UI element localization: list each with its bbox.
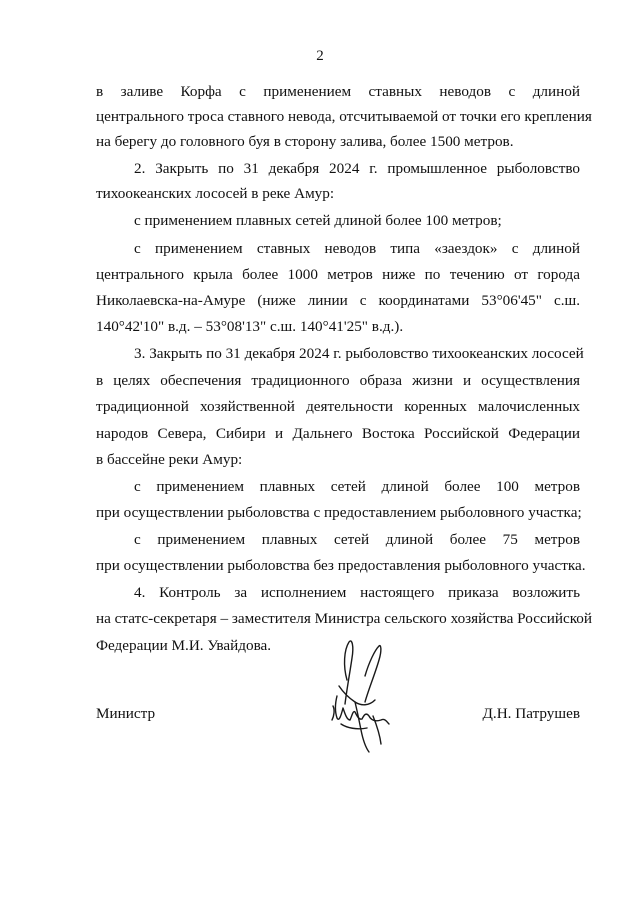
text-line: Николаевска-на-Амуре (ниже линии с координатами 53°06'45" с.ш. <box>96 292 580 309</box>
text-line: 4. Контроль за исполнением настоящего приказа возложить <box>134 584 580 601</box>
text-line: народов Севера, Сибири и Дальнего Востока Российской Федерации <box>96 425 580 442</box>
text-line: в заливе Корфа с применением ставных неводов с длиной <box>96 83 580 100</box>
text-line: с применением плавных сетей длиной более 75 метров <box>134 531 580 548</box>
text-line: при осуществлении рыболовства без предоставления рыболовного участка. <box>96 557 586 574</box>
text-line: в бассейне реки Амур: <box>96 451 243 468</box>
text-line: с применением плавных сетей длиной более 100 метров; <box>134 212 502 229</box>
text-line: Федерации М.И. Увайдова. <box>96 637 272 654</box>
text-line: с применением плавных сетей длиной более 100 метров <box>134 478 580 495</box>
handwritten-signature <box>325 636 397 756</box>
text-line: на берегу до головного буя в сторону залива, более 1500 метров. <box>96 133 514 150</box>
text-line: при осуществлении рыболовства с предоставлением рыболовного участка; <box>96 504 582 521</box>
text-line: тихоокеанских лососей в реке Амур: <box>96 185 335 202</box>
text-line: в целях обеспечения традиционного образа жизни и осуществления <box>96 372 580 389</box>
text-line: центрального троса ставного невода, отсчитываемой от точки его крепления <box>96 108 592 125</box>
signatory-title: Министр <box>96 705 156 722</box>
signatory-name: Д.Н. Патрушев <box>482 705 580 722</box>
text-line: на статс-секретаря – заместителя Министра сельского хозяйства Российской <box>96 610 593 627</box>
text-line: с применением ставных неводов типа «заездок» с длиной <box>134 240 580 257</box>
text-line: традиционной хозяйственной деятельности коренных малочисленных <box>96 398 580 415</box>
text-line: центрального крыла более 1000 метров ниже по течению от города <box>96 266 580 283</box>
text-line: 2. Закрыть по 31 декабря 2024 г. промышленное рыболовство <box>134 160 580 177</box>
text-line: 3. Закрыть по 31 декабря 2024 г. рыболовство тихоокеанских лососей <box>134 345 584 362</box>
page-number: 2 <box>316 48 324 64</box>
text-line: 140°42'10" в.д. – 53°08'13" с.ш. 140°41'25" в.д.). <box>96 318 404 335</box>
